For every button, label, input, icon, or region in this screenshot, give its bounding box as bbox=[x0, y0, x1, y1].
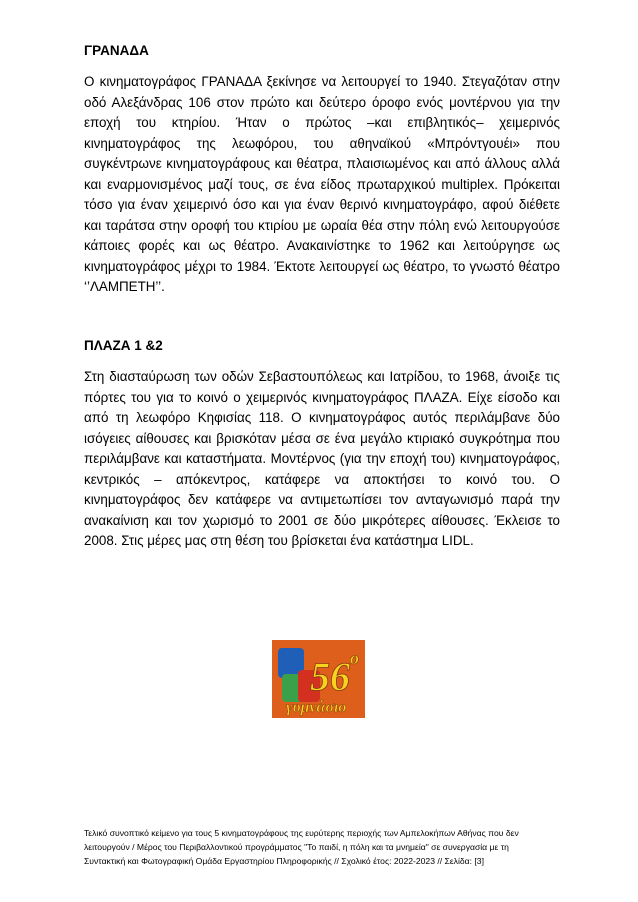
footer-line: Τελικό συνοπτικό κείμενο για τους 5 κινηματογράφους της ευρύτερης περιοχής των Αμπελοκήπων Αθήνας που δεν bbox=[84, 828, 519, 838]
footer-line: Συντακτική και Φωτογραφική Ομάδα Εργαστηρίου Πληροφορικής // Σχολικό έτος: 2022-2023 // Σελίδα: [3] bbox=[84, 856, 484, 866]
logo-superscript bbox=[350, 648, 359, 668]
section-paragraph: Ο κινηματογράφος ΓΡΑΝΑΔΑ ξεκίνησε να λειτουργεί το 1940. Στεγαζόταν στην οδό Αλεξάνδρας 106 στον πρώτο και δεύτερο όροφο ενός μοντέρνου για την εποχή του κτηρίου. Ήταν ο πρώτος –και επιβλητικός– χειμερινός κινηματογράφος της λεωφόρου, του αθηναϊκού «Μπρόντγουέι» που συγκέντρωνε κινηματογράφους και θέατρα, πλαισιωμένος και από άλλους αλλά και εναρμονισμένος μαζί τους, σε ένα είδος πρωταρχικού multiplex. Πρόκειται τόσο για έναν χειμερινό όσο και για έναν θερινό κινηματογράφο, αφού διέθετε και ταράτσα στην οροφή του κτιρίου με ωραία θέα στην πόλη ενώ λειτουργούσε κάποιες φορές και ως θέατρο. Ανακαινίστηκε το 1962 και λειτούργησε ως κινηματογράφος μέχρι το 1984. Έκτοτε λειτουργεί ως θέατρο, το γνωστό θέατρο ‘’ΛΑΜΠΕΤΗ’’. bbox=[84, 74, 560, 294]
section-paragraph: Στη διασταύρωση των οδών Σεβαστουπόλεως και Ιατρίδου, το 1968, άνοιξε τις πόρτες του για το κοινό ο χειμερινός κινηματογράφος ΠΛΑΖΑ. Είχε είσοδο και από τη λεωφόρο Κηφισίας 118. Ο κινηματογράφος αυτός περιλάμβανε δύο ισόγειες αίθουσες και βρισκόταν μέσα σε ένα μεγάλο κτιριακό συγκρότημα που περιλάμβανε και καταστήματα. Μοντέρνος (για την εποχή του) κινηματογράφος, κεντρικός – απόκεντρος, κατάφερε να αποκτήσει το κοινό του. Ο κινηματογράφος δεν κατάφερε να αντιμετωπίσει τον ανταγωνισμό παρά την ανακαίνιση και τον χωρισμό το 2001 σε δύο μικρότερες αίθουσες. Έκλεισε το 2008. Στις μέρες μας στη θέση του βρίσκεται ένα κατάστημα LIDL. bbox=[84, 369, 560, 548]
section-plaza bbox=[84, 337, 560, 552]
school-logo-graphic bbox=[272, 640, 365, 718]
section-heading: ΠΛΑΖΑ 1 &2 bbox=[84, 338, 163, 353]
section-granada bbox=[84, 42, 560, 298]
logo-number-text: 56 bbox=[310, 654, 350, 699]
logo-number bbox=[310, 654, 350, 699]
logo-superscript-text: ο bbox=[350, 648, 359, 668]
footer-line: λειτουργούν / Μέρος του Περιβαλλοντικού προγράμματος "Το παιδί, η πόλη και τα μνημεία" σε συνεργασία με τη bbox=[84, 842, 509, 852]
logo-word bbox=[286, 699, 346, 716]
section-heading: ΓΡΑΝΑΔΑ bbox=[84, 43, 149, 58]
logo-word-text: γυμνάσιο bbox=[286, 699, 347, 716]
school-logo bbox=[272, 640, 365, 718]
page-footer bbox=[84, 826, 564, 868]
